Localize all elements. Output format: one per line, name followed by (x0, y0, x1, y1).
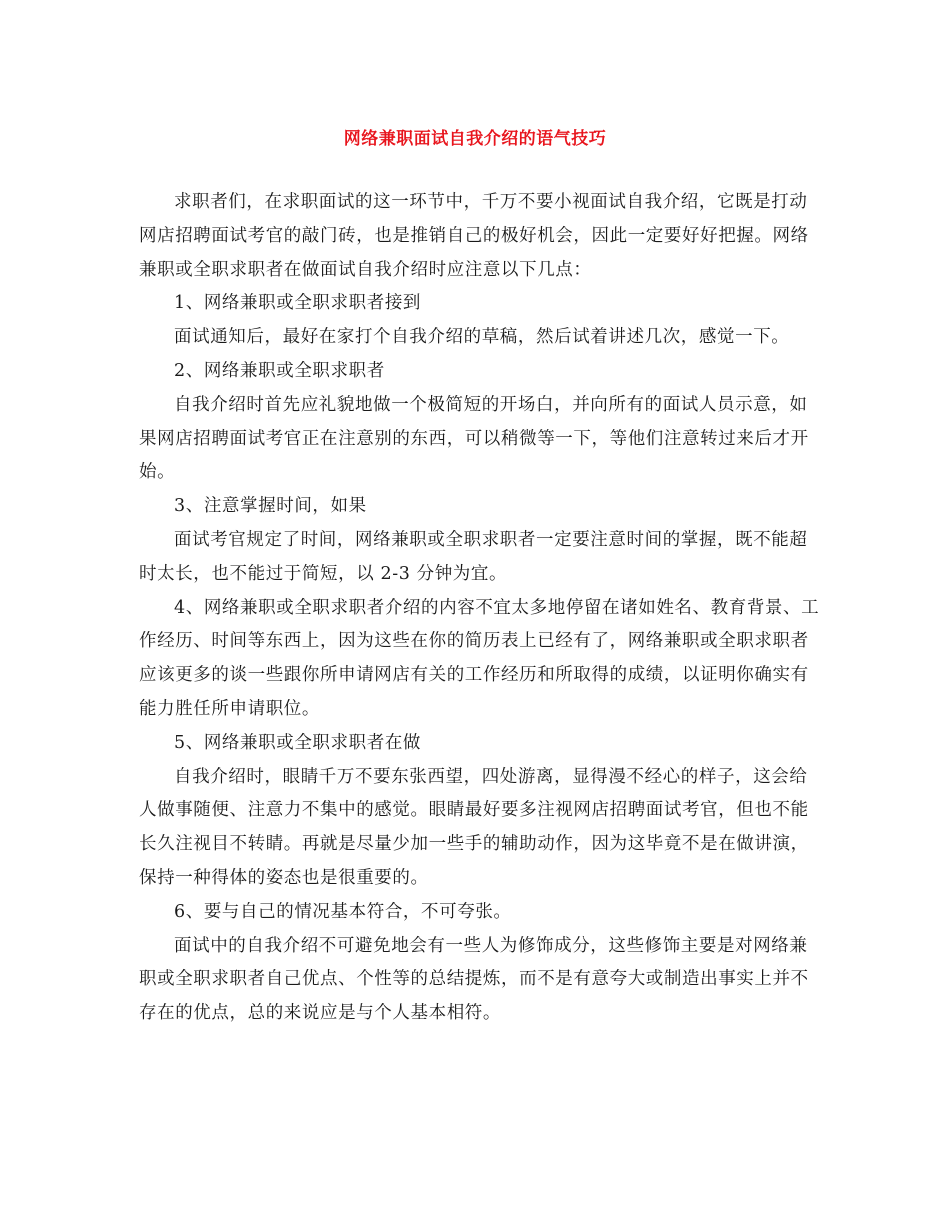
paragraph-point-2-heading: 2、网络兼职或全职求职者 (174, 360, 385, 381)
paragraph-point-6-body: 面试中的自我介绍不可避免地会有一些人为修饰成分，这些修饰主要是对网络兼职或全职求职者自己优点、个性等的总结提炼，而不是有意夸大或制造出事实上并不存在的优点，总的来说应是与个人基本相符。 (139, 935, 809, 1024)
paragraph-point-2-body: 自我介绍时首先应礼貌地做一个极简短的开场白，并向所有的面试人员示意，如果网店招聘面试考官正在注意别的东西，可以稍微等一下，等他们注意转过来后才开始。 (139, 394, 809, 483)
paragraph-intro: 求职者们，在求职面试的这一环节中，千万不要小视面试自我介绍，它既是打动网店招聘面试考官的敲门砖，也是推销自己的极好机会，因此一定要好好把握。网络兼职或全职求职者在做面试自我介绍时应注意以下几点： (139, 192, 809, 280)
paragraph-point-3-heading: 3、注意掌握时间，如果 (174, 496, 367, 517)
paragraph-point-1-heading: 1、网络兼职或全职求职者接到 (174, 293, 422, 314)
paragraph-point-5-heading: 5、网络兼职或全职求职者在做 (174, 732, 422, 753)
document-body (139, 186, 821, 1031)
paragraph-point-4: 4、网络兼职或全职求职者介绍的内容不宜太多地停留在诸如姓名、教育背景、工作经历、时间等东西上，因为这些在你的简历表上已经有了，网络兼职或全职求职者应该更多的谈一些跟你所申请网店有关的工作经历和所取得的成绩，以证明你确实有能力胜任所申请职位。 (139, 597, 820, 719)
paragraph-point-6-heading: 6、要与自己的情况基本符合，不可夸张。 (174, 901, 512, 922)
paragraph-point-3-body: 面试考官规定了时间，网络兼职或全职求职者一定要注意时间的掌握，既不能超时太长，也不能过于简短，以 2-3 分钟为宜。 (139, 529, 808, 584)
paragraph-point-5-body: 自我介绍时，眼睛千万不要东张西望，四处游离，显得漫不经心的样子，这会给人做事随便、注意力不集中的感觉。眼睛最好要多注视网店招聘面试考官，但也不能长久注视目不转睛。再就是尽量少加一些手的辅助动作，因为这毕竟不是在做讲演，保持一种得体的姿态也是很重要的。 (139, 766, 809, 888)
paragraph-point-1-body: 面试通知后，最好在家打个自我介绍的草稿，然后试着讲述几次，感觉一下。 (174, 327, 790, 348)
document-title: 网络兼职面试自我介绍的语气技巧 (343, 129, 607, 149)
